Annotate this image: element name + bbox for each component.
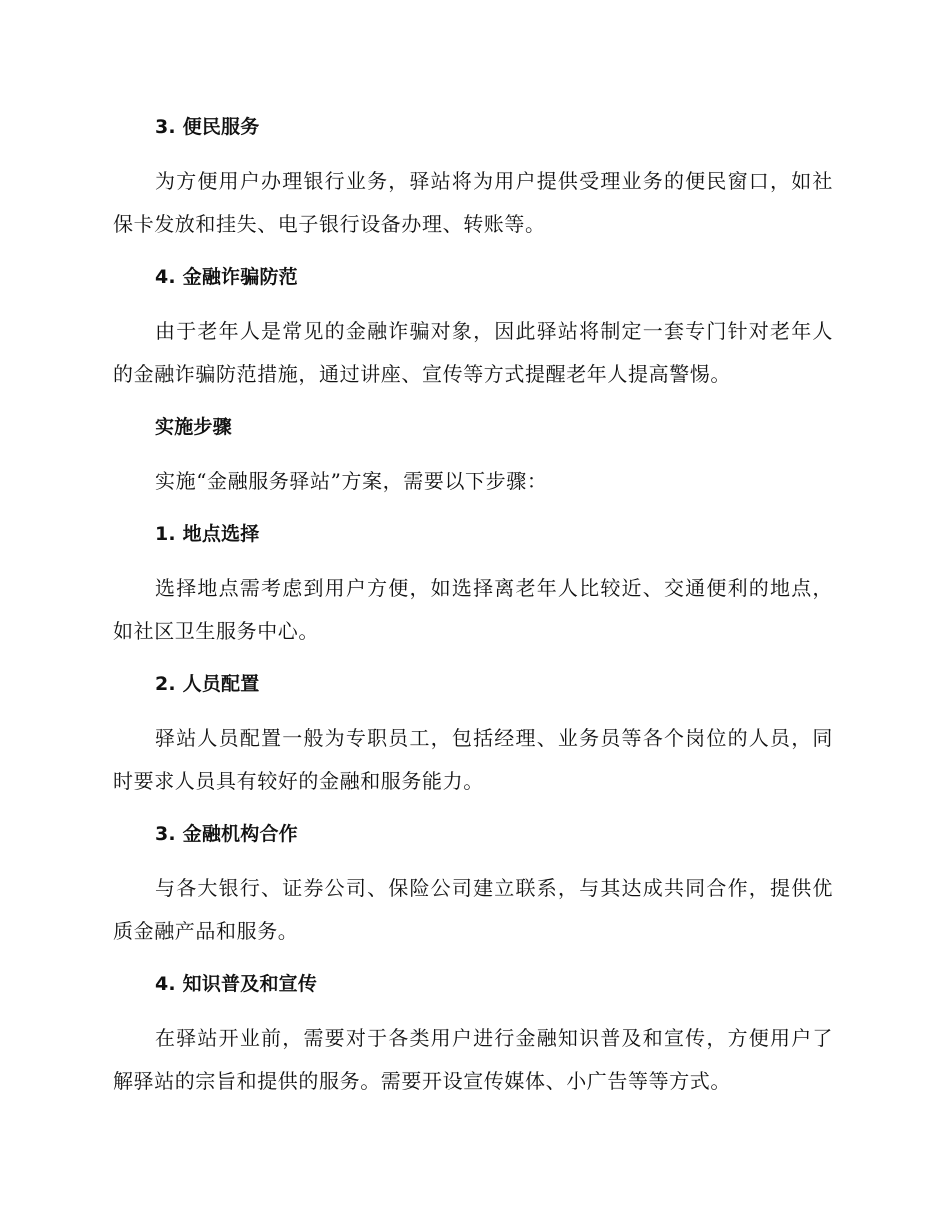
section-paragraph: 由于老年人是常见的金融诈骗对象，因此驿站将制定一套专门针对老年人的金融诈骗防范措施，通过讲座、宣传等方式提醒老年人提高警惕。 [113,319,833,386]
section-paragraph: 驿站人员配置一般为专职员工，包括经理、业务员等各个岗位的人员，同时要求人员具有较好的金融和服务能力。 [113,726,833,793]
section-heading: 1. 地点选择 [155,523,260,545]
section-heading: 2. 人员配置 [155,673,260,695]
section-paragraph: 为方便用户办理银行业务，驿站将为用户提供受理业务的便民窗口，如社保卡发放和挂失、电子银行设备办理、转账等。 [113,169,833,236]
section-paragraph: 在驿站开业前，需要对于各类用户进行金融知识普及和宣传，方便用户了解驿站的宗旨和提供的服务。需要开设宣传媒体、小广告等等方式。 [113,1026,833,1093]
section-paragraph: 选择地点需考虑到用户方便，如选择离老年人比较近、交通便利的地点，如社区卫生服务中心。 [113,576,833,643]
section-heading: 4. 金融诈骗防范 [155,266,298,288]
section-heading: 3. 便民服务 [155,116,260,138]
section-heading: 4. 知识普及和宣传 [155,973,318,995]
section-heading: 实施步骤 [155,416,232,438]
section-paragraph: 实施“金融服务驿站”方案，需要以下步骤： [155,469,548,493]
section-heading: 3. 金融机构合作 [155,823,298,845]
section-paragraph: 与各大银行、证券公司、保险公司建立联系，与其达成共同合作，提供优质金融产品和服务。 [113,876,833,943]
document-body [113,112,833,1103]
